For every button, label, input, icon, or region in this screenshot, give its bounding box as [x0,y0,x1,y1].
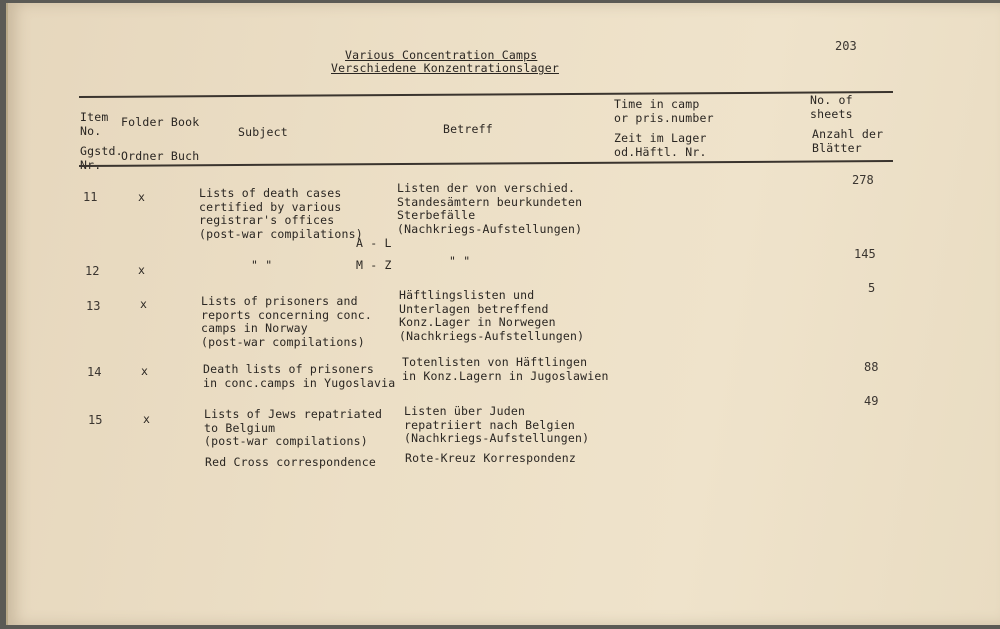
ditto-mark: " " [251,258,273,272]
item-number: 11 [83,190,98,204]
sheet-count: 145 [854,247,876,261]
header-betreff: Betreff [443,122,493,136]
folder-mark: x [138,263,146,277]
folder-mark: x [143,412,151,426]
title-english: Various Concentration Camps [345,48,538,62]
item-number: 12 [85,264,100,278]
item-number: 15 [88,413,103,427]
header-ordner-buch: Ordner Buch [121,149,200,163]
subject-range: M - Z [356,258,392,272]
subject-range: A - L [356,236,392,250]
subject-text: Death lists of prisoners in conc.camps in Yugoslavia [203,362,396,390]
folder-mark: x [138,190,146,204]
header-sheets-en: No. of sheets [810,93,853,121]
betreff-text: Häftlingslisten und Unterlagen betreffend Konz.Lager in Norwegen (Nachkriegs-Aufstellungen) [399,288,585,343]
sheet-count: 49 [864,394,879,408]
betreff-note: Rote-Kreuz Korrespondenz [405,451,576,465]
header-subject: Subject [238,125,288,139]
ditto-mark: " " [449,254,471,268]
item-number: 13 [86,299,101,313]
header-item-label: Item No. [80,110,109,138]
betreff-text: Totenlisten von Häftlingen in Konz.Lagern in Jugoslawien [402,355,609,383]
subject-note: Red Cross correspondence [205,455,376,469]
header-bottom-rule [79,160,893,167]
subject-text: Lists of death cases certified by various registrar's offices (post-war compilations) [199,186,363,241]
betreff-text: Listen der von verschied. Standesämtern beurkundeten Sterbefälle (Nachkriegs-Aufstellungen) [397,181,583,236]
header-sheets-de: Anzahl der Blätter [812,127,884,155]
title-german: Verschiedene Konzentrationslager [331,61,559,75]
sheet-count: 278 [852,173,874,187]
folder-mark: x [140,297,148,311]
header-folder-book: Folder Book [121,115,200,129]
sheet-count: 88 [864,360,879,374]
header-item-label-de: Ggstd. [80,144,123,158]
betreff-text: Listen über Juden repatriiert nach Belgien (Nachkriegs-Aufstellungen) [404,404,590,446]
document-page [6,3,1000,625]
page-number: 203 [835,39,857,53]
subject-text: Lists of Jews repatriated to Belgium (post-war compilations) [204,407,383,449]
sheet-count: 5 [868,281,876,295]
subject-text: Lists of prisoners and reports concerning conc. camps in Norway (post-war compilations) [201,294,372,349]
header-top-rule [79,91,893,98]
folder-mark: x [141,364,149,378]
header-time-de: Zeit im Lager od.Häftl. Nr. [614,131,707,159]
header-time-en: Time in camp or pris.number [614,97,714,125]
item-number: 14 [87,365,102,379]
